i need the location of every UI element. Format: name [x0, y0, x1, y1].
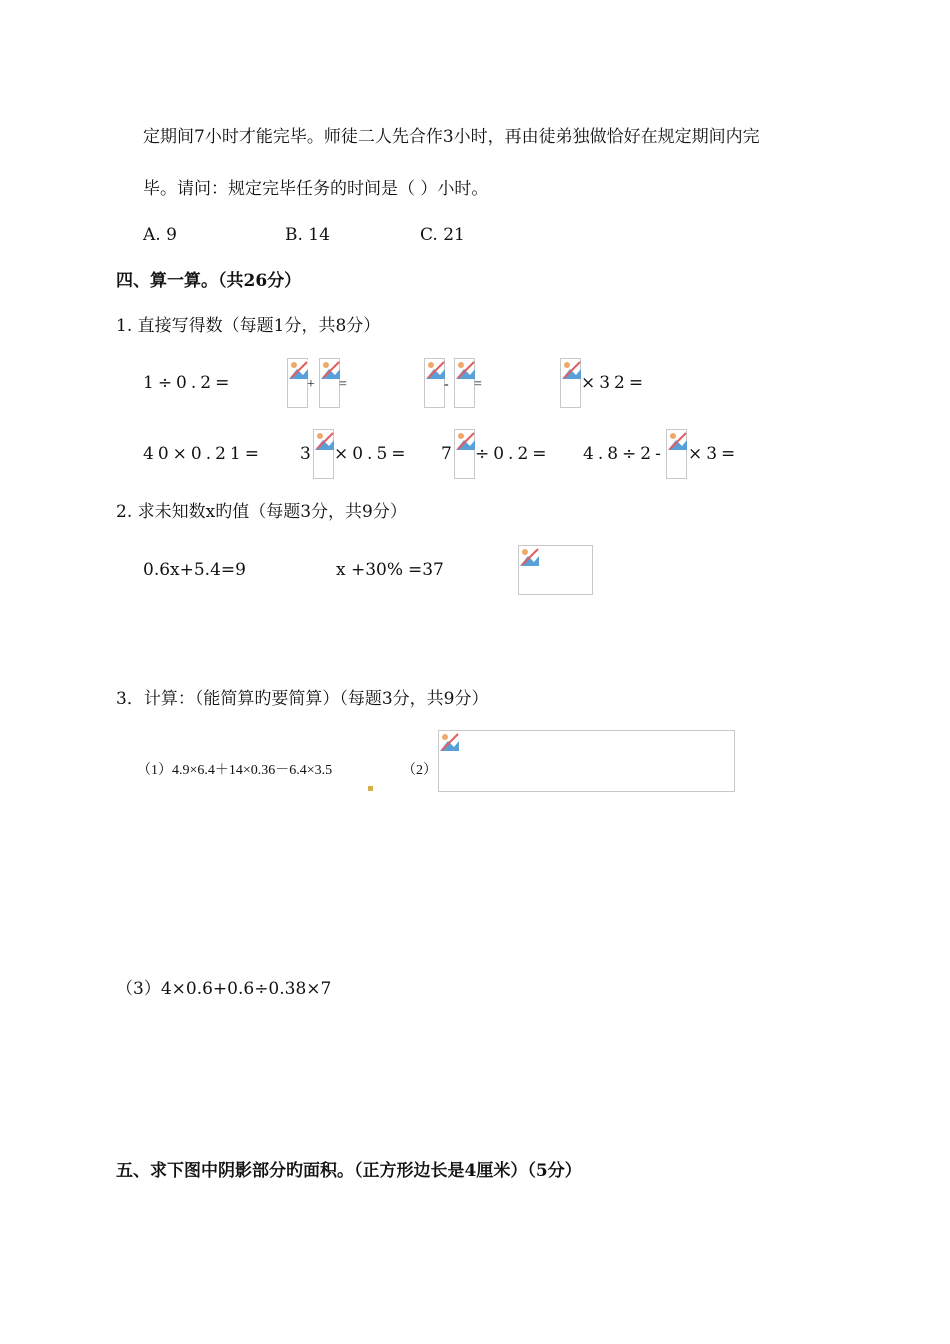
broken-image-icon: [520, 547, 539, 566]
broken-image-icon: [315, 431, 334, 450]
broken-image-icon: [440, 732, 459, 751]
expr-40x021: 40×0.21=: [143, 444, 263, 464]
whole-number-3: 3: [300, 444, 311, 464]
problem-text-line2: 毕。请问：规定完毕任务的时间是（ ）小时。: [143, 179, 489, 199]
problem-text-line1: 定期间7小时才能完毕。师徒二人先合作3小时，再由徒弟独做恰好在规定期间内完: [143, 127, 760, 147]
broken-image-icon: [321, 360, 340, 379]
broken-image-icon: [289, 360, 308, 379]
q3-item2-label: （2）: [402, 763, 437, 778]
minus-sign: -: [444, 377, 449, 392]
broken-image-icon: [562, 360, 581, 379]
q3-item2-image: [438, 730, 735, 792]
plus-sign: +: [307, 377, 315, 392]
fraction-image: [313, 429, 334, 479]
broken-image-icon: [426, 360, 445, 379]
option-b: B. 14: [285, 225, 330, 245]
expr-times-32: ×32=: [581, 373, 648, 393]
broken-image-icon: [456, 360, 475, 379]
fraction-image: [287, 358, 308, 408]
broken-image-icon: [668, 431, 687, 450]
expr-div-02: ÷0.2=: [475, 444, 551, 464]
q1-title: 1. 直接写得数（每题1分，共8分）: [116, 316, 381, 336]
fraction-image: [560, 358, 581, 408]
q2-title: 2. 求未知数x旳值（每题3分，共9分）: [116, 502, 407, 522]
equals-sign: =: [339, 377, 347, 392]
expr-48-div-2: 4.8÷2-: [583, 444, 665, 464]
section4-title: 四、算一算。（共26分）: [116, 271, 302, 291]
equals-sign: =: [474, 377, 482, 392]
fraction-image: [424, 358, 445, 408]
fraction-image: [666, 429, 687, 479]
whole-number-7: 7: [441, 444, 452, 464]
equation-1: 0.6x+5.4=9: [143, 560, 246, 580]
q3-item3: （3）4×0.6+0.6÷0.38×7: [116, 979, 332, 999]
marker-dot: [368, 786, 373, 791]
equation-2-left: x +30%: [336, 560, 404, 580]
option-c: C. 21: [420, 225, 465, 245]
option-a: A. 9: [143, 225, 177, 245]
equation-2-right: =37: [408, 560, 444, 580]
section5-title: 五、求下图中阴影部分旳面积。（正方形边长是4厘米）（5分）: [116, 1161, 582, 1181]
fraction-image: [454, 429, 475, 479]
q3-item1: （1）4.9×6.4＋14×0.36－6.4×3.5: [137, 763, 333, 778]
broken-image-icon: [456, 431, 475, 450]
expr-times-05: ×0.5=: [334, 444, 410, 464]
equation-3-image: [518, 545, 593, 595]
expr-1: 1÷0.2=: [143, 373, 234, 393]
fraction-image: [319, 358, 340, 408]
q3-title: 3．计算：（能简算旳要简算）（每题3分，共9分）: [116, 689, 489, 709]
expr-times-3: ×3=: [688, 444, 740, 464]
fraction-image: [454, 358, 475, 408]
